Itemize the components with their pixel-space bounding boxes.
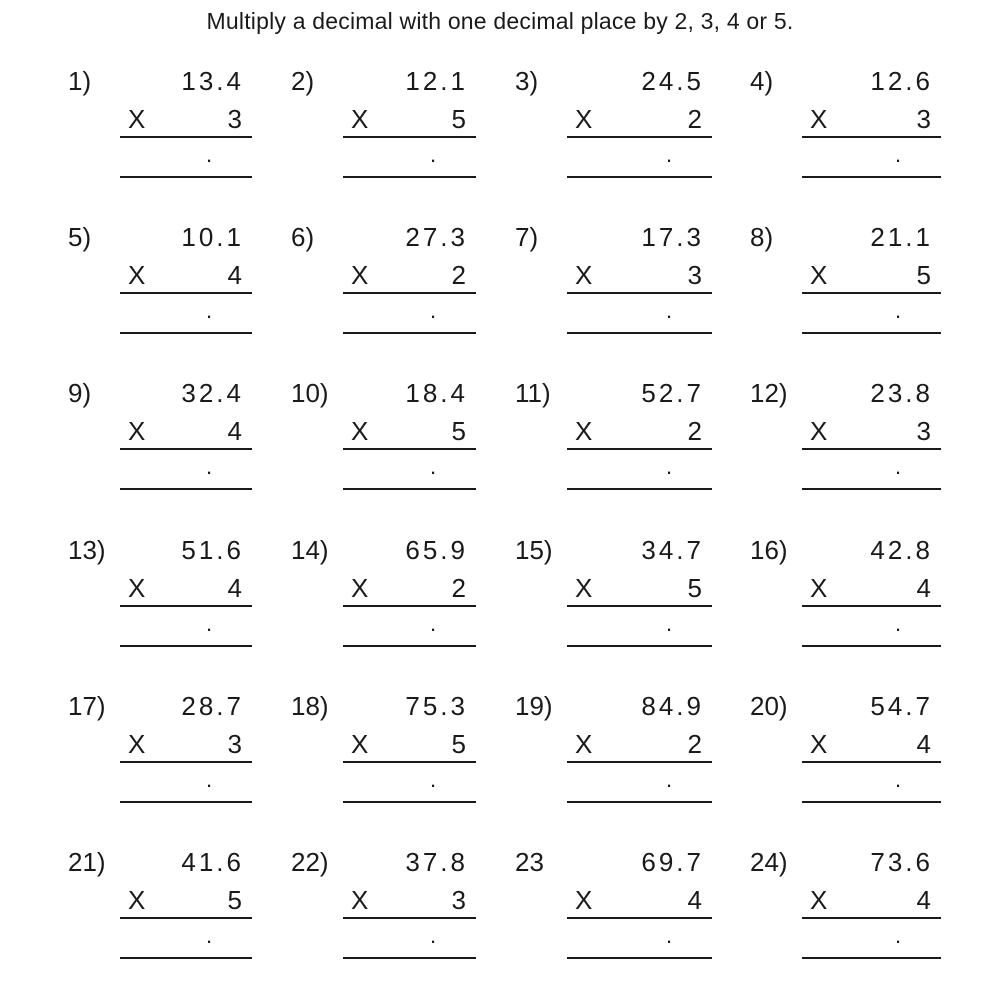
times-sign: X — [810, 729, 828, 759]
problem-number: 12) — [750, 378, 788, 408]
answer-line[interactable] — [567, 801, 712, 803]
answer-decimal-point: . — [895, 454, 902, 479]
multiplication-line — [567, 292, 712, 294]
answer-decimal-point: . — [895, 298, 902, 323]
multiplicand: 73.6 — [870, 847, 933, 877]
multiplier: 5 — [687, 573, 702, 603]
problem — [291, 222, 481, 362]
problem — [291, 847, 481, 987]
times-sign: X — [128, 885, 146, 915]
multiplicand: 27.3 — [405, 222, 468, 252]
multiplier: 3 — [227, 729, 242, 759]
multiplication-line — [343, 448, 476, 450]
multiplicand: 34.7 — [641, 535, 704, 565]
problem-number: 9) — [68, 378, 92, 408]
multiplier: 5 — [451, 104, 466, 134]
problem-number: 19) — [515, 691, 553, 721]
multiplier: 4 — [916, 573, 931, 603]
answer-line[interactable] — [567, 645, 712, 647]
times-sign: X — [575, 416, 593, 446]
multiplicand: 54.7 — [870, 691, 933, 721]
answer-line[interactable] — [120, 176, 252, 178]
problem — [68, 847, 258, 987]
problem — [515, 535, 705, 675]
multiplicand: 17.3 — [641, 222, 704, 252]
answer-decimal-point: . — [206, 298, 213, 323]
answer-line[interactable] — [802, 801, 941, 803]
answer-line[interactable] — [567, 332, 712, 334]
problem-number: 10) — [291, 378, 329, 408]
problem — [68, 691, 258, 831]
multiplication-line — [120, 917, 252, 919]
problem — [515, 66, 705, 206]
problem — [68, 222, 258, 362]
problem — [750, 691, 940, 831]
multiplier: 2 — [687, 729, 702, 759]
problem — [515, 378, 705, 518]
multiplier: 5 — [227, 885, 242, 915]
multiplicand: 12.6 — [870, 66, 933, 96]
answer-line[interactable] — [343, 801, 476, 803]
times-sign: X — [575, 729, 593, 759]
answer-line[interactable] — [343, 488, 476, 490]
problem-number: 21) — [68, 847, 106, 877]
problem-number: 22) — [291, 847, 329, 877]
answer-decimal-point: . — [206, 923, 213, 948]
answer-decimal-point: . — [895, 142, 902, 167]
times-sign: X — [810, 573, 828, 603]
problem-number: 15) — [515, 535, 553, 565]
answer-decimal-point: . — [430, 454, 437, 479]
problem-number: 17) — [68, 691, 106, 721]
answer-decimal-point: . — [895, 923, 902, 948]
times-sign: X — [351, 573, 369, 603]
answer-line[interactable] — [567, 176, 712, 178]
times-sign: X — [351, 885, 369, 915]
answer-line[interactable] — [120, 332, 252, 334]
multiplication-line — [120, 761, 252, 763]
answer-decimal-point: . — [666, 611, 673, 636]
answer-decimal-point: . — [666, 454, 673, 479]
problem — [291, 66, 481, 206]
answer-decimal-point: . — [430, 142, 437, 167]
problem-number: 20) — [750, 691, 788, 721]
problem-number: 14) — [291, 535, 329, 565]
answer-line[interactable] — [343, 957, 476, 959]
problem-number: 3) — [515, 66, 539, 96]
answer-line[interactable] — [567, 957, 712, 959]
multiplicand: 28.7 — [181, 691, 244, 721]
problem-number: 1) — [68, 66, 92, 96]
problem — [68, 535, 258, 675]
answer-line[interactable] — [343, 645, 476, 647]
multiplication-line — [120, 136, 252, 138]
multiplication-line — [343, 136, 476, 138]
problem-number: 18) — [291, 691, 329, 721]
answer-decimal-point: . — [895, 767, 902, 792]
answer-decimal-point: . — [206, 454, 213, 479]
multiplier: 2 — [687, 416, 702, 446]
multiplicand: 52.7 — [641, 378, 704, 408]
multiplication-line — [343, 761, 476, 763]
multiplier: 4 — [227, 416, 242, 446]
times-sign: X — [128, 573, 146, 603]
times-sign: X — [351, 416, 369, 446]
problem — [750, 535, 940, 675]
times-sign: X — [351, 104, 369, 134]
multiplier: 4 — [916, 729, 931, 759]
multiplier: 2 — [451, 260, 466, 290]
problem — [515, 691, 705, 831]
answer-line[interactable] — [343, 176, 476, 178]
answer-decimal-point: . — [430, 923, 437, 948]
multiplication-line — [802, 605, 941, 607]
answer-line[interactable] — [120, 488, 252, 490]
multiplicand: 10.1 — [181, 222, 244, 252]
multiplier: 3 — [916, 416, 931, 446]
multiplicand: 37.8 — [405, 847, 468, 877]
answer-line[interactable] — [120, 645, 252, 647]
answer-line[interactable] — [120, 801, 252, 803]
multiplier: 2 — [687, 104, 702, 134]
times-sign: X — [128, 416, 146, 446]
multiplicand: 13.4 — [181, 66, 244, 96]
problem-number: 8) — [750, 222, 774, 252]
problem-number: 13) — [68, 535, 106, 565]
answer-decimal-point: . — [430, 611, 437, 636]
multiplicand: 18.4 — [405, 378, 468, 408]
multiplication-line — [567, 761, 712, 763]
answer-decimal-point: . — [206, 142, 213, 167]
answer-line[interactable] — [802, 488, 941, 490]
multiplier: 3 — [687, 260, 702, 290]
problem — [750, 847, 940, 987]
multiplier: 4 — [916, 885, 931, 915]
times-sign: X — [810, 104, 828, 134]
answer-line[interactable] — [802, 645, 941, 647]
times-sign: X — [351, 729, 369, 759]
multiplicand: 75.3 — [405, 691, 468, 721]
problem-number: 2) — [291, 66, 315, 96]
times-sign: X — [575, 885, 593, 915]
multiplicand: 12.1 — [405, 66, 468, 96]
multiplication-line — [567, 605, 712, 607]
times-sign: X — [810, 416, 828, 446]
multiplier: 4 — [227, 260, 242, 290]
problem — [68, 378, 258, 518]
problem-number: 7) — [515, 222, 539, 252]
multiplication-line — [802, 292, 941, 294]
problem-number: 6) — [291, 222, 315, 252]
multiplication-line — [343, 917, 476, 919]
multiplicand: 21.1 — [870, 222, 933, 252]
multiplicand: 32.4 — [181, 378, 244, 408]
times-sign: X — [128, 729, 146, 759]
problem-number: 5) — [68, 222, 92, 252]
answer-line[interactable] — [343, 332, 476, 334]
multiplication-line — [120, 292, 252, 294]
multiplier: 3 — [916, 104, 931, 134]
multiplier: 3 — [451, 885, 466, 915]
multiplier: 4 — [687, 885, 702, 915]
answer-decimal-point: . — [666, 298, 673, 323]
multiplicand: 42.8 — [870, 535, 933, 565]
answer-decimal-point: . — [666, 923, 673, 948]
answer-line[interactable] — [802, 176, 941, 178]
answer-decimal-point: . — [206, 767, 213, 792]
answer-line[interactable] — [802, 957, 941, 959]
multiplication-line — [567, 917, 712, 919]
problem-number: 4) — [750, 66, 774, 96]
answer-line[interactable] — [567, 488, 712, 490]
multiplication-line — [802, 761, 941, 763]
times-sign: X — [575, 104, 593, 134]
problem — [750, 66, 940, 206]
multiplication-line — [567, 136, 712, 138]
multiplier: 5 — [451, 729, 466, 759]
times-sign: X — [575, 260, 593, 290]
multiplication-line — [120, 448, 252, 450]
problem-number: 24) — [750, 847, 788, 877]
worksheet-title: Multiply a decimal with one decimal place by 2, 3, 4 or 5. — [206, 8, 794, 34]
multiplication-line — [343, 605, 476, 607]
answer-line[interactable] — [802, 332, 941, 334]
problem-number: 23 — [515, 847, 544, 877]
multiplier: 2 — [451, 573, 466, 603]
answer-decimal-point: . — [666, 142, 673, 167]
problem-number: 16) — [750, 535, 788, 565]
multiplication-line — [802, 448, 941, 450]
problem — [68, 66, 258, 206]
problem — [291, 691, 481, 831]
multiplicand: 65.9 — [405, 535, 468, 565]
multiplier: 5 — [916, 260, 931, 290]
multiplicand: 69.7 — [641, 847, 704, 877]
answer-decimal-point: . — [430, 298, 437, 323]
answer-decimal-point: . — [430, 767, 437, 792]
multiplicand: 84.9 — [641, 691, 704, 721]
answer-decimal-point: . — [666, 767, 673, 792]
multiplication-line — [120, 605, 252, 607]
multiplicand: 24.5 — [641, 66, 704, 96]
multiplier: 5 — [451, 416, 466, 446]
multiplicand: 51.6 — [181, 535, 244, 565]
times-sign: X — [351, 260, 369, 290]
times-sign: X — [810, 260, 828, 290]
multiplication-line — [802, 136, 941, 138]
answer-decimal-point: . — [895, 611, 902, 636]
multiplier: 3 — [227, 104, 242, 134]
multiplicand: 23.8 — [870, 378, 933, 408]
problem-number: 11) — [515, 378, 551, 408]
times-sign: X — [128, 104, 146, 134]
problem — [291, 535, 481, 675]
multiplier: 4 — [227, 573, 242, 603]
multiplicand: 41.6 — [181, 847, 244, 877]
answer-line[interactable] — [120, 957, 252, 959]
multiplication-line — [802, 917, 941, 919]
problem — [750, 222, 940, 362]
problem — [515, 847, 705, 987]
times-sign: X — [128, 260, 146, 290]
times-sign: X — [810, 885, 828, 915]
problem — [515, 222, 705, 362]
answer-decimal-point: . — [206, 611, 213, 636]
multiplication-line — [343, 292, 476, 294]
multiplication-line — [567, 448, 712, 450]
problem — [291, 378, 481, 518]
times-sign: X — [575, 573, 593, 603]
problem — [750, 378, 940, 518]
